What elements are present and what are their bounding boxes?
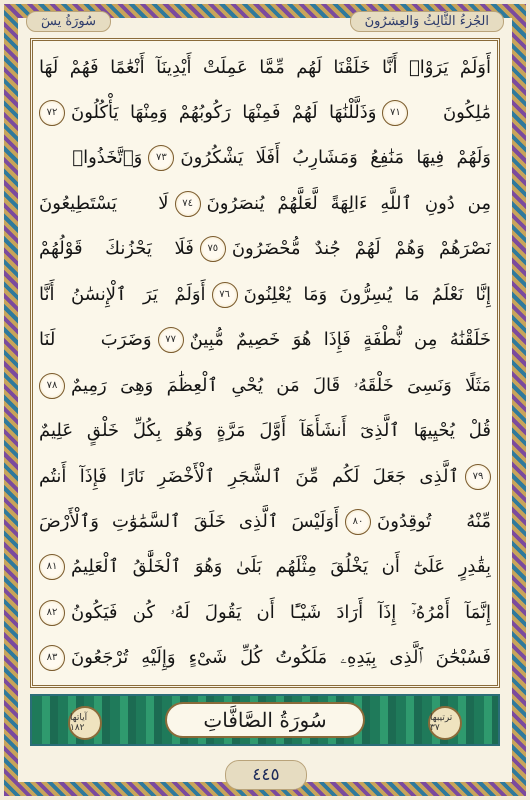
verse-line xyxy=(39,365,491,406)
verse-text: أَوَلَيْسَ ٱلَّذِى خَلَقَ ٱلسَّمَٰوَٰتِ وَٱلْأَرْضَ xyxy=(39,511,340,533)
verse-text: أَوَلَمْ يَرَ ٱلْإِنسَٰنُ أَنَّا xyxy=(39,283,206,305)
ayah-count-ornament: آياتها ١٨٢ xyxy=(68,706,102,740)
verse-text: نَصْرَهُمْ وَهُمْ لَهُمْ جُندٌ مُّحْضَرُونَ xyxy=(231,238,491,260)
ayah-number-marker: ٧٥ xyxy=(200,236,226,262)
verse-text: وَٱتَّخَذُوا۟ xyxy=(72,147,143,169)
text-frame xyxy=(30,38,500,688)
surah-label: سُورَةُ يسٓ xyxy=(26,11,111,32)
ayah-number-marker: ٧٣ xyxy=(148,145,174,171)
surah-banner xyxy=(30,694,500,746)
juz-label: الجُزءُ الثَّالِثُ وَالعِشرُونَ xyxy=(350,11,504,32)
ayah-number-marker: ٧٢ xyxy=(39,100,65,126)
verse-line xyxy=(39,320,491,361)
verse-text: أَوَلَمْ يَرَوْا۟ أَنَّا خَلَقْنَا لَهُم مِّمَّا عَمِلَتْ أَيْدِينَآ أَنْعَٰمًا فَهُمْ لَهَا xyxy=(39,56,491,78)
verse-text: ٱلَّذِى جَعَلَ لَكُم مِّنَ ٱلشَّجَرِ ٱلْأَخْضَرِ نَارًا فَإِذَآ أَنتُم xyxy=(39,465,459,487)
ayah-number-marker: ٨٣ xyxy=(39,645,65,671)
verse-text: وَذَلَّلْنَٰهَا لَهُمْ فَمِنْهَا رَكُوبُهُمْ وَمِنْهَا يَأْكُلُونَ xyxy=(70,101,377,123)
verse-line xyxy=(39,592,491,633)
verse-line xyxy=(39,92,491,133)
ayah-number-marker: ٨١ xyxy=(39,554,65,580)
ayah-number-marker: ٧٤ xyxy=(175,191,201,217)
verse-line xyxy=(39,547,491,588)
ayah-number-marker: ٧١ xyxy=(382,100,408,126)
surah-title: سُورَةُ الصَّافَّاتِ xyxy=(165,702,364,738)
ayah-number-marker: ٧٧ xyxy=(158,327,184,353)
page-number: ٤٤٥ xyxy=(225,760,307,790)
verse-line xyxy=(39,229,491,270)
verse-text: مِن دُونِ ٱللَّهِ ءَالِهَةً لَّعَلَّهُمْ يُنصَرُونَ xyxy=(206,192,491,214)
ayah-number-marker: ٧٩ xyxy=(465,464,491,490)
verse-text: مِّنْهُ تُوقِدُونَ xyxy=(377,511,491,533)
verse-text: فَسُبْحَٰنَ ٱلَّذِى بِيَدِهِۦ مَلَكُوتُ كُلِّ شَىْءٍ وَإِلَيْهِ تُرْجَعُونَ xyxy=(71,647,491,669)
verse-line xyxy=(39,502,491,543)
verse-line xyxy=(39,411,491,452)
verse-text: فَلَا يَحْزُنكَ قَوْلُهُمْ xyxy=(39,238,194,260)
verse-text: لَا يَسْتَطِيعُونَ xyxy=(39,192,169,214)
ayah-number-marker: ٨٠ xyxy=(345,509,371,535)
ayah-number-marker: ٧٦ xyxy=(212,282,238,308)
page-header xyxy=(26,8,504,34)
verse-text: وَلَهُمْ فِيهَا مَنَٰفِعُ وَمَشَارِبُ أَفَلَا يَشْكُرُونَ xyxy=(180,147,491,169)
verse-line xyxy=(39,638,491,679)
verse-text: قُلْ يُحْيِيهَا ٱلَّذِىٓ أَنشَأَهَآ أَوَّلَ مَرَّةٍ وَهُوَ بِكُلِّ خَلْقٍ عَلِيمٌ xyxy=(39,420,491,442)
verse-line xyxy=(39,456,491,497)
verse-text: إِنَّا نَعْلَمُ مَا يُسِرُّونَ وَمَا يُعْلِنُونَ xyxy=(243,283,491,305)
ayah-number-marker: ٨٢ xyxy=(39,600,65,626)
verse-text: مَٰلِكُونَ xyxy=(442,101,491,123)
verse-text: وَضَرَبَ لَنَا xyxy=(39,329,152,351)
verse-text: مَثَلًا وَنَسِىَ خَلْقَهُۥ قَالَ مَن يُحْىِ ٱلْعِظَٰمَ وَهِىَ رَمِيمٌ xyxy=(71,374,491,396)
ayah-number-marker: ٧٨ xyxy=(39,373,65,399)
verse-line xyxy=(39,274,491,315)
verse-lines xyxy=(39,47,491,679)
verse-line xyxy=(39,183,491,224)
verse-line xyxy=(39,47,491,88)
verse-text: خَلَقْنَٰهُ مِن نُّطْفَةٍ فَإِذَا هُوَ خَصِيمٌ مُّبِينٌ xyxy=(189,329,491,351)
surah-order-ornament: ترتيبها ٣٧ xyxy=(428,706,462,740)
verse-text: بِقَٰدِرٍ عَلَىٰٓ أَن يَخْلُقَ مِثْلَهُم بَلَىٰ وَهُوَ ٱلْخَلَّٰقُ ٱلْعَلِيمُ xyxy=(71,556,491,578)
verse-line xyxy=(39,138,491,179)
verse-text: إِنَّمَآ أَمْرُهُۥٓ إِذَآ أَرَادَ شَيْـًٔا أَن يَقُولَ لَهُۥ كُن فَيَكُونُ xyxy=(71,601,491,623)
